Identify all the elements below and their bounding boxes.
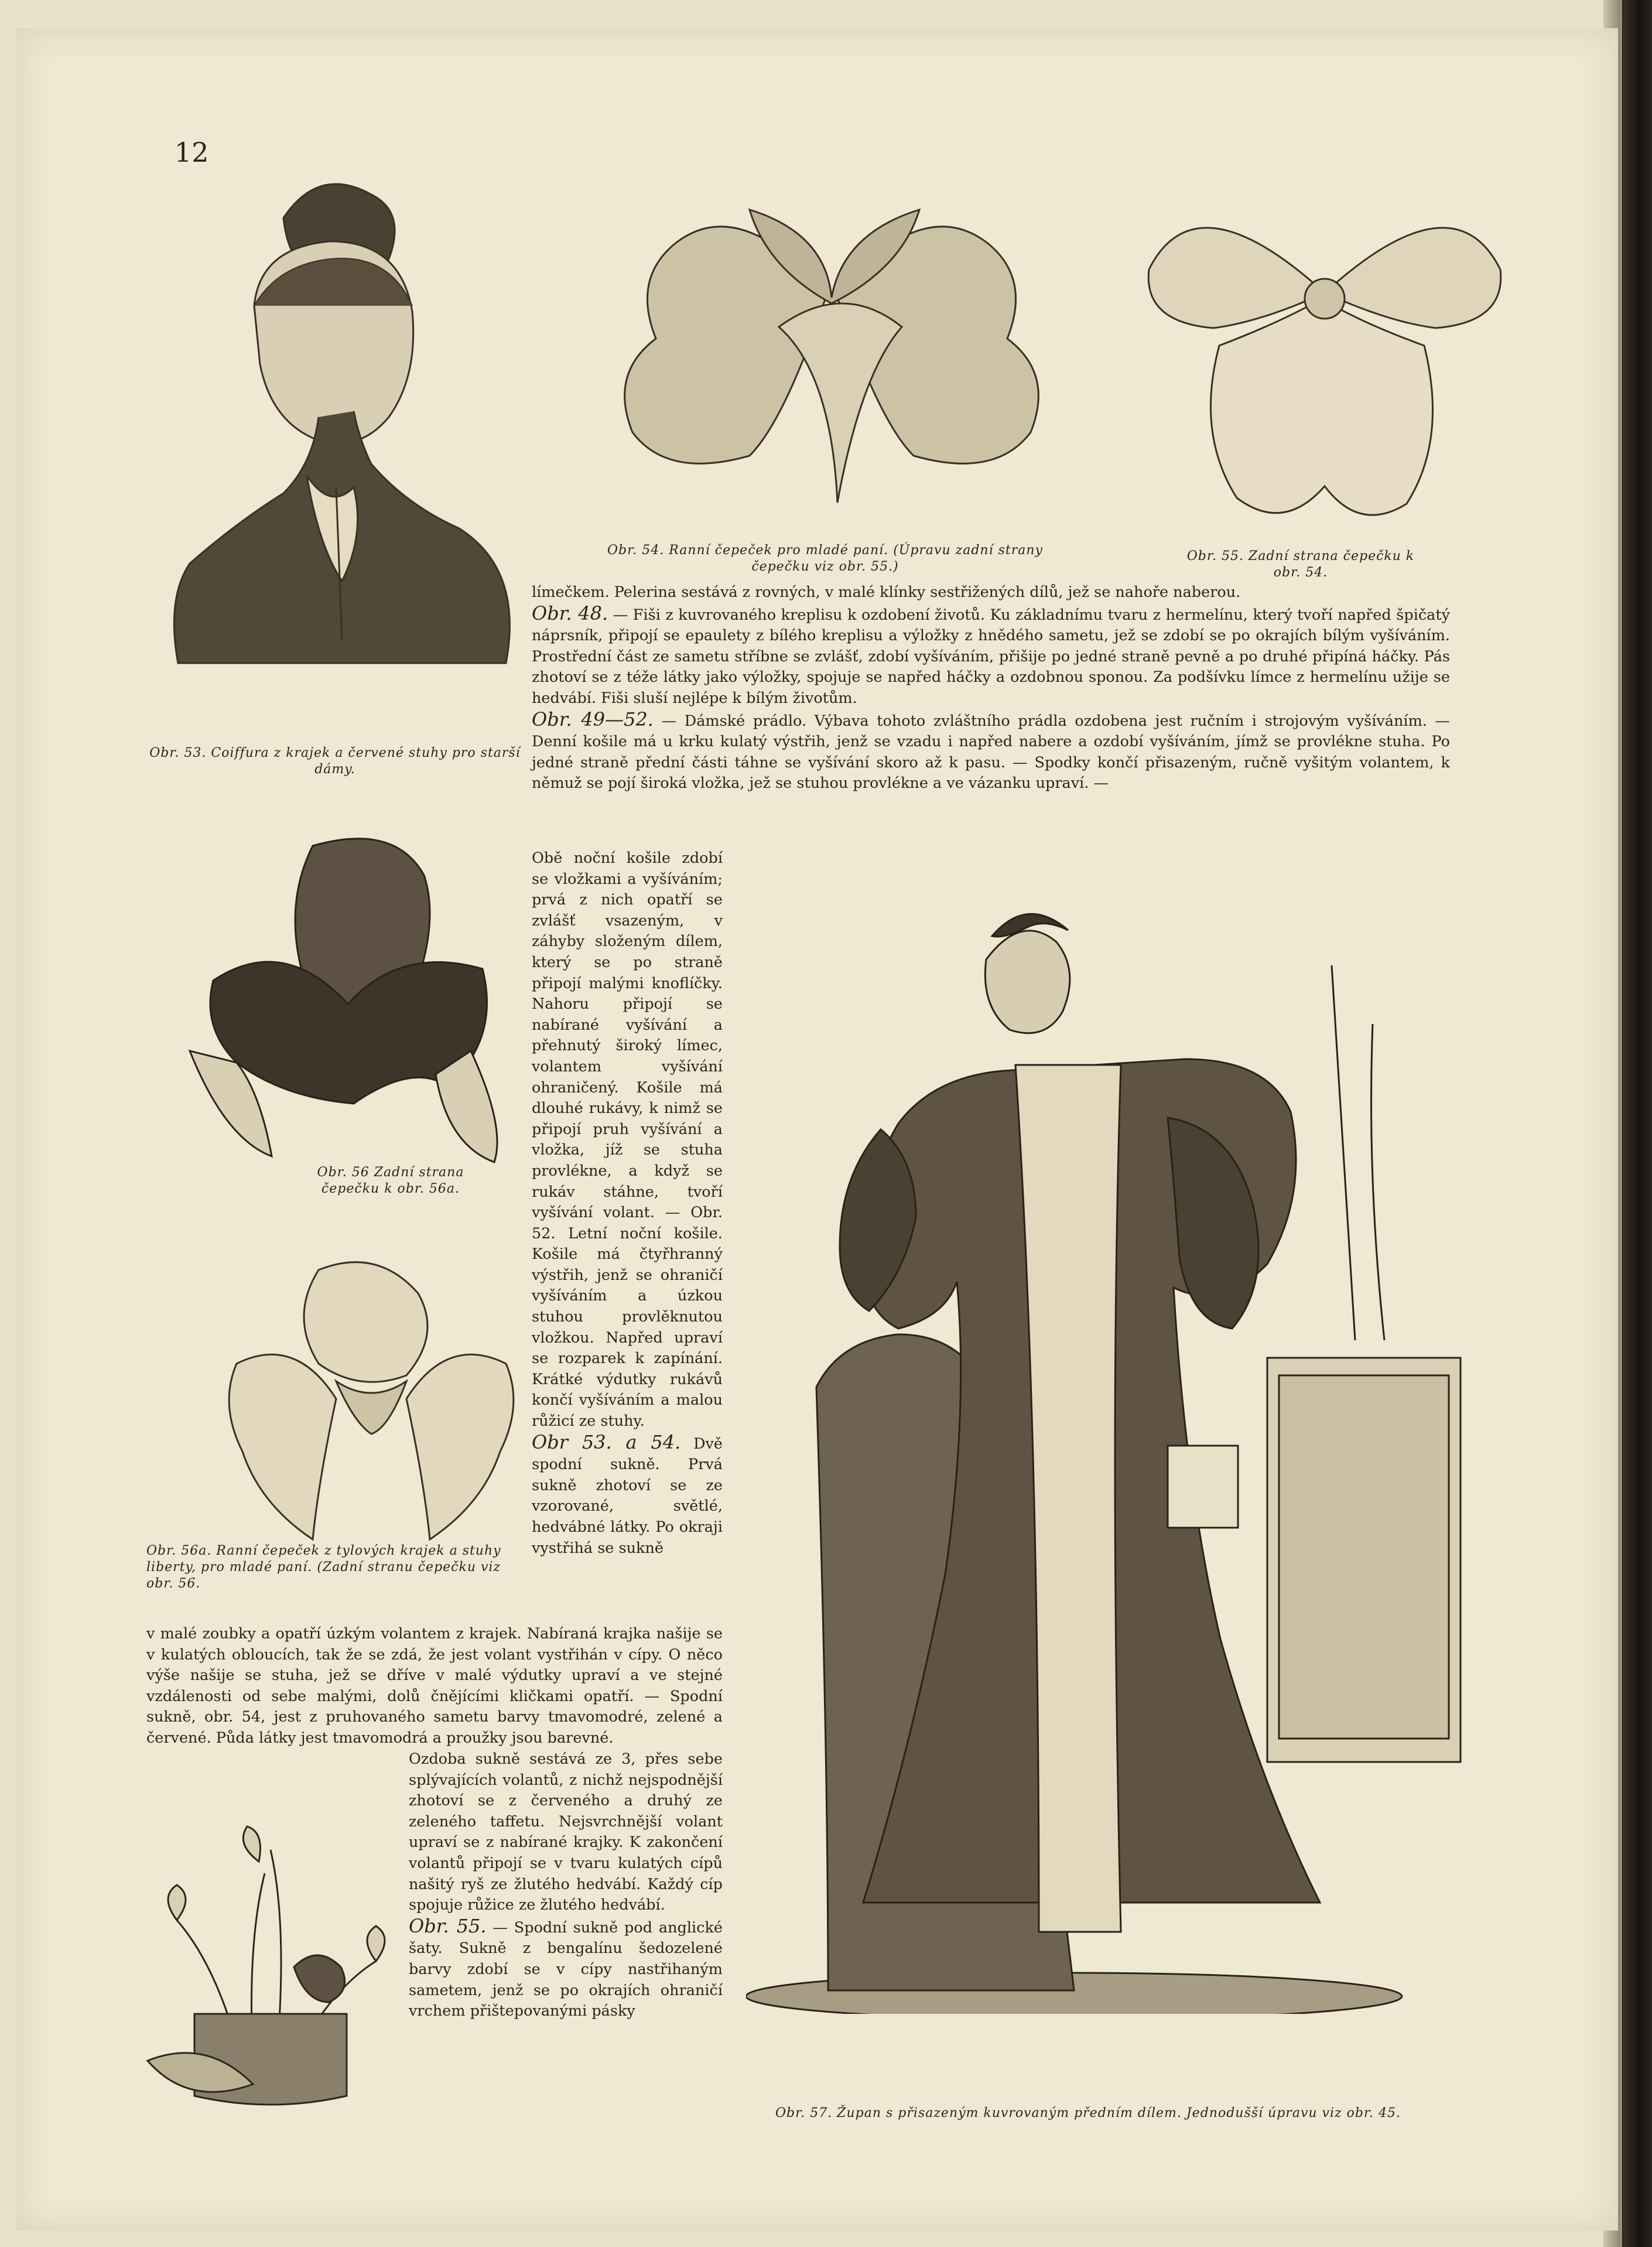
paragraph-53-tail: Ozdoba sukně sestává ze 3, přes sebe splývajících volantů, z nichž nejspodnější zhotoví se z červeného a druhý ze zeleného taffetu. Nejsvrchnější volant upraví se z nabírané krajky. K zakončení volantů připojí se v tvaru kulatých cípů našitý ryš ze žlutého hedvábí. Každý cíp spojuje růžice ze žlutého hedvábí. [409,1750,723,1914]
fig-ref-55: Obr. 55. [409,1914,487,1937]
document-page [16,28,1618,2231]
dark-bonnet-engraving-icon [166,828,541,1215]
caption-fig56: Obr. 56 Zadní strana čepečku k obr. 56a. [317,1165,464,1196]
paragraph-55-body: — Spodní sukně pod anglické šaty. Sukně z bengalínu šedozelené barvy zdobí se v cípy nastřihaným sametem, jenž se po okrajích ohraničí vrchem přištepovanými pásky [409,1918,723,2020]
lace-cap-engraving-icon [219,1247,524,1551]
paragraph-obr-48 [532,603,1450,709]
paragraph-obr-49-52 [532,709,1450,794]
fig-ref-48: Obr. 48. [532,602,608,624]
paragraph-night-shirts: Obě noční košile zdobí se vložkami a vyšíváním; prvá z nich opatří se zvlášť vsazeným, v záhyby složeným dílem, který se po straně připojí malými knoflíčky. Nahoru připojí se nabírané vyšívání a přehnutý široký límec, volantem vyšívání ohraničený. Košile má dlouhé rukávy, k nimž se připojí pruh vyšívání a vložka, jíž se stuha provlékne, a když se rukáv stáhne, tvoří vyšívání volant. — Obr. 52. Letní noční košile. Košile má čtyřhranný výstřih, jenž se ohraničí vyšíváním a úzkou stuhou provlěknutou vložkou. Napřed upraví se rozparek k zapínání. Krátké výdutky rukávů končí vyšíváním a malou růžicí ze stuhy. [532,849,723,1430]
article-top-block [532,582,1450,794]
article-narrow-column [532,848,723,1559]
page-number: 12 [175,136,209,168]
bow-cap-engraving-icon [603,175,1060,549]
paragraph-53-body: Dvě spodní sukně. Prvá sukně zhotoví se ze vzorované, světlé, hedvábné látky. Po okraji vystřihá se sukně [532,1435,723,1557]
lace-bow-engraving-icon [1131,199,1518,551]
binding-gutter [1622,0,1652,2247]
caption-fig53: Obr. 53. Coiffura z krajek a červené stuhy pro starší dámy. [149,746,521,777]
paragraph-48-body: — Fiši z kuvrovaného kreplisu k ozdobení životů. Ku základnímu tvaru z hermelínu, který tvoří napřed špičatý náprsník, připojí se epaulety z bílého kreplisu a výložky z hnědého sametu, jež se zdobí se po okrajích bílým vyšíváním. Prostřední část ze sametu stříbne se zvlášť, zdobí vyšíváním, přišije po jedné straně pevně a po druhé připíná háčky. Pás zhotoví se z téže látky jako výložky, spojuje se napřed háčky a ozdobnou sponou. Za podšívku límce z hermelínu užije se hedvábí. Fiši sluší nejlépe k bílým životům. [532,606,1450,707]
article-tail-column [409,1749,723,2022]
fig-ref-53-54: Obr 53. a 54. [532,1430,681,1453]
article-left-continuation [146,1624,723,1749]
paragraph-intro: límečkem. Pelerina sestává z rovných, v malé klínky sestřižených dílů, jež se nahoře naberou. [532,583,1241,601]
caption-fig54: Obr. 54. Ranní čepeček pro mladé paní. (Úpravu zadní strany čepečku viz obr. 55.) [607,543,1043,574]
caption-fig55: Obr. 55. Zadní strana čepečku k obr. 54. [1186,549,1415,580]
caption-fig56a: Obr. 56a. Ranní čepeček z tylových krajek a stuhy liberty, pro mladé paní. (Zadní stranu čepečku viz obr. 56. [146,1543,501,1591]
paragraph-obr-55 [409,1916,723,2022]
paragraph-obr-53-54 [532,1432,723,1559]
snowdrop-vignette-icon [142,1791,399,2113]
portrait-engraving-icon [166,171,524,733]
paragraph-49-body: — Dámské prádlo. Výbava tohoto zvláštního prádla ozdobena jest ručním i strojovým vyšíváním. — Denní košile má u krku kulatý výstřih, jenž se vzadu i napřed nabere a ozdobí vyšíváním, jímž se provlékne stuha. Po jedné straně přední části táhne se vyšívání skoro až k pasu. — Spodky končí přisazeným, ručně vyšitým volantem, k němuž se pojí široká vložka, jež se stuhou provlékne a ve vázanku upraví. — [532,712,1451,793]
fig-ref-49-52: Obr. 49—52. [532,708,654,730]
paragraph-53-continuation: v malé zoubky a opatří úzkým volantem z krajek. Nabíraná krajka našije se v kulatých obloucích, tak že se zdá, že jest volant vystřihán v cípy. O něco výše našije se stuha, jež se dříve v malé výdutky upraví a ve stejné vzdálenosti od sebe malými, dolů čnějícími kličkami opatří. — Spodní sukně, obr. 54, jest z pruhovaného sametu barvy tmavomodré, zelené a červené. Půda látky jest tmavomodrá a proužky jsou barevné. [146,1625,723,1747]
dressing-gown-engraving-icon [746,895,1525,2014]
caption-fig57: Obr. 57. Župan s přisazeným kuvrovaným předním dílem. Jednodušší úpravu viz obr. 45. [775,2106,1401,2120]
